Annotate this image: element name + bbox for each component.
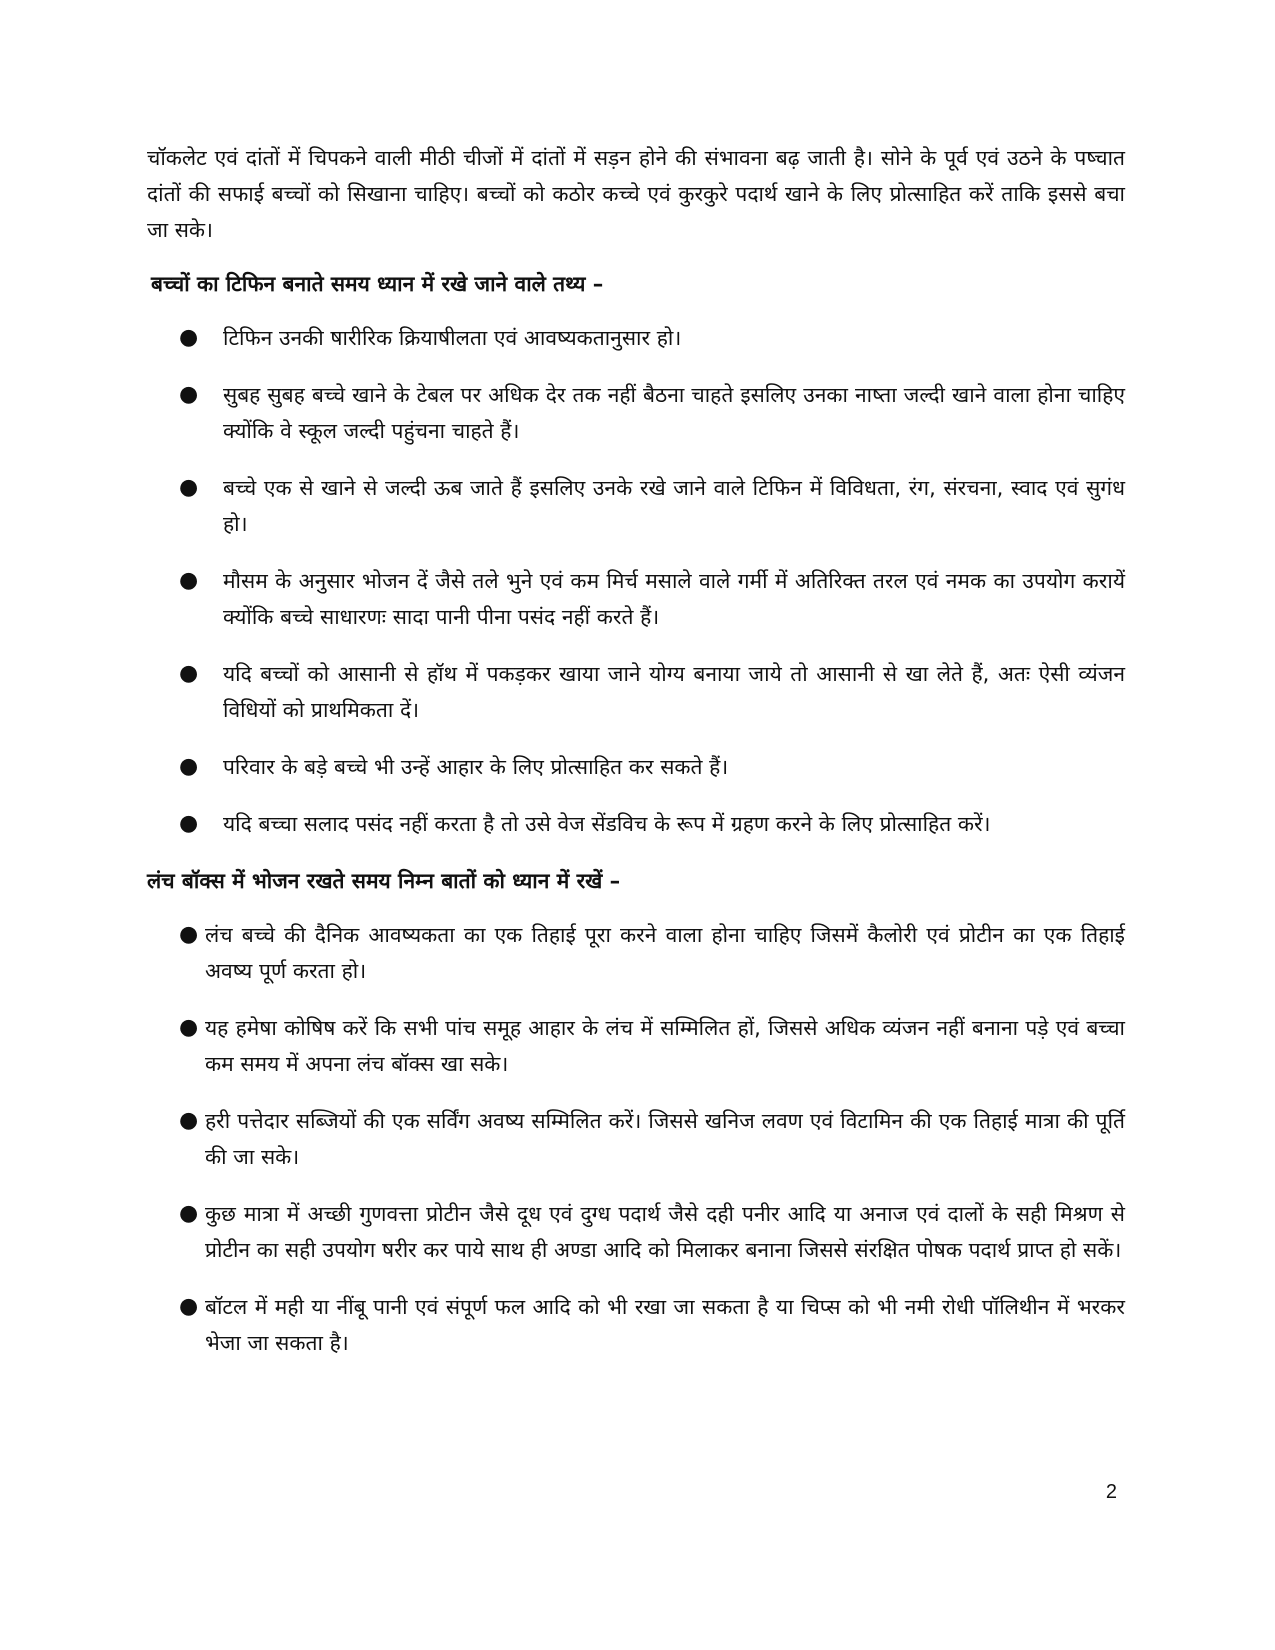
list-item-text: परिवार के बड़े बच्चे भी उन्हें आहार के लिए प्रोत्साहित कर सकते हैं। bbox=[223, 755, 729, 779]
list-item-text: यदि बच्चा सलाद पसंद नहीं करता है तो उसे वेज सेंडविच के रूप में ग्रहण करने के लिए प्रोत्साहित करें। bbox=[223, 812, 991, 836]
section-heading-lunch-box: लंच बॉक्स में भोजन रखते समय निम्न बातों को ध्यान में रखें – bbox=[147, 869, 621, 893]
list-item-text: यदि बच्चों को आसानी से हॉथ में पकड़कर खाया जाने योग्य बनाया जाये तो आसानी से खा लेते हैं, अतः ऐसी व्यंजन विधियों को प्राथमिकता दें। bbox=[223, 662, 1125, 722]
list-item-text: यह हमेषा कोषिष करें कि सभी पांच समूह आहार के लंच में सम्मिलित हों, जिससे अधिक व्यंजन नहीं बनाना पड़े एवं बच्चा कम समय में अपना लंच बॉक्स खा सके। bbox=[205, 1016, 1125, 1076]
list-item-text: कुछ मात्रा में अच्छी गुणवत्ता प्रोटीन जैसे दूध एवं दुग्ध पदार्थ जैसे दही पनीर आदि या अनाज एवं दालों के सही मिश्रण से प्रोटीन का सही उपयोग षरीर कर पाये साथ ही अण्डा आदि को मिलाकर बनाना जिससे संरक्षित पोषक पदार्थ प्राप्त हो सकें। bbox=[205, 1202, 1125, 1262]
bullet-icon: ● bbox=[179, 922, 199, 947]
section-heading-tiffin: बच्चों का टिफिन बनाते समय ध्यान में रखे जाने वाले तथ्य – bbox=[151, 272, 604, 296]
list-item bbox=[147, 320, 1125, 356]
bullet-icon: ● bbox=[179, 754, 199, 779]
bullet-icon: ● bbox=[179, 1294, 199, 1319]
tiffin-tips-list bbox=[147, 320, 1125, 842]
list-item bbox=[147, 1010, 1125, 1082]
list-item-text: टिफिन उनकी षारीरिक क्रियाषीलता एवं आवष्यकतानुसार हो। bbox=[223, 326, 682, 350]
list-item-text: सुबह सुबह बच्चे खाने के टेबल पर अधिक देर तक नहीं बैठना चाहते इसलिए उनका नाष्ता जल्दी खाने वाला होना चाहिए क्योंकि वे स्कूल जल्दी पहुंचना चाहते हैं। bbox=[223, 383, 1125, 443]
intro-paragraph: चॉकलेट एवं दांतों में चिपकने वाली मीठी चीजों में दांतों में सड़न होने की संभावना बढ़ जाती है। सोने के पूर्व एवं उठने के पष्चात दांतों की सफाई बच्चों को सिखाना चाहिए। बच्चों को कठोर कच्चे एवं कुरकुरे पदार्थ खाने के लिए प्रोत्साहित करें ताकि इससे बचा जा सके। bbox=[147, 146, 1125, 242]
list-item bbox=[147, 1103, 1125, 1175]
bullet-icon: ● bbox=[179, 325, 199, 350]
list-item bbox=[147, 656, 1125, 728]
bullet-icon: ● bbox=[179, 811, 199, 836]
bullet-icon: ● bbox=[179, 661, 199, 686]
bullet-icon: ● bbox=[179, 475, 199, 500]
list-item bbox=[147, 377, 1125, 449]
bullet-icon: ● bbox=[179, 1015, 199, 1040]
list-item bbox=[147, 1196, 1125, 1268]
list-item-text: मौसम के अनुसार भोजन दें जैसे तले भुने एवं कम मिर्च मसाले वाले गर्मी में अतिरिक्त तरल एवं नमक का उपयोग करायें क्योंकि बच्चे साधारणः सादा पानी पीना पसंद नहीं करते हैं। bbox=[223, 569, 1125, 629]
list-item bbox=[147, 917, 1125, 989]
lunch-box-tips-list bbox=[147, 917, 1125, 1361]
bullet-icon: ● bbox=[179, 1201, 199, 1226]
list-item bbox=[147, 563, 1125, 635]
list-item bbox=[147, 749, 1125, 785]
bullet-icon: ● bbox=[179, 382, 199, 407]
list-item bbox=[147, 806, 1125, 842]
list-item-text: हरी पत्तेदार सब्जियों की एक सर्विंग अवष्य सम्मिलित करें। जिससे खनिज लवण एवं विटामिन की एक तिहाई मात्रा की पूर्ति की जा सके। bbox=[205, 1109, 1125, 1169]
bullet-icon: ● bbox=[179, 568, 199, 593]
list-item bbox=[147, 1289, 1125, 1361]
list-item-text: लंच बच्चे की दैनिक आवष्यकता का एक तिहाई पूरा करने वाला होना चाहिए जिसमें कैलोरी एवं प्रोटीन का एक तिहाई अवष्य पूर्ण करता हो। bbox=[205, 923, 1125, 983]
list-item bbox=[147, 470, 1125, 542]
page-content bbox=[147, 140, 1125, 1382]
list-item-text: बॉटल में मही या नींबू पानी एवं संपूर्ण फल आदि को भी रखा जा सकता है या चिप्स को भी नमी रोधी पॉलिथीन में भरकर भेजा जा सकता है। bbox=[205, 1295, 1125, 1355]
list-item-text: बच्चे एक से खाने से जल्दी ऊब जाते हैं इसलिए उनके रखे जाने वाले टिफिन में विविधता, रंग, संरचना, स्वाद एवं सुगंध हो। bbox=[223, 476, 1125, 536]
page-number: 2 bbox=[1105, 1481, 1117, 1503]
bullet-icon: ● bbox=[179, 1108, 199, 1133]
